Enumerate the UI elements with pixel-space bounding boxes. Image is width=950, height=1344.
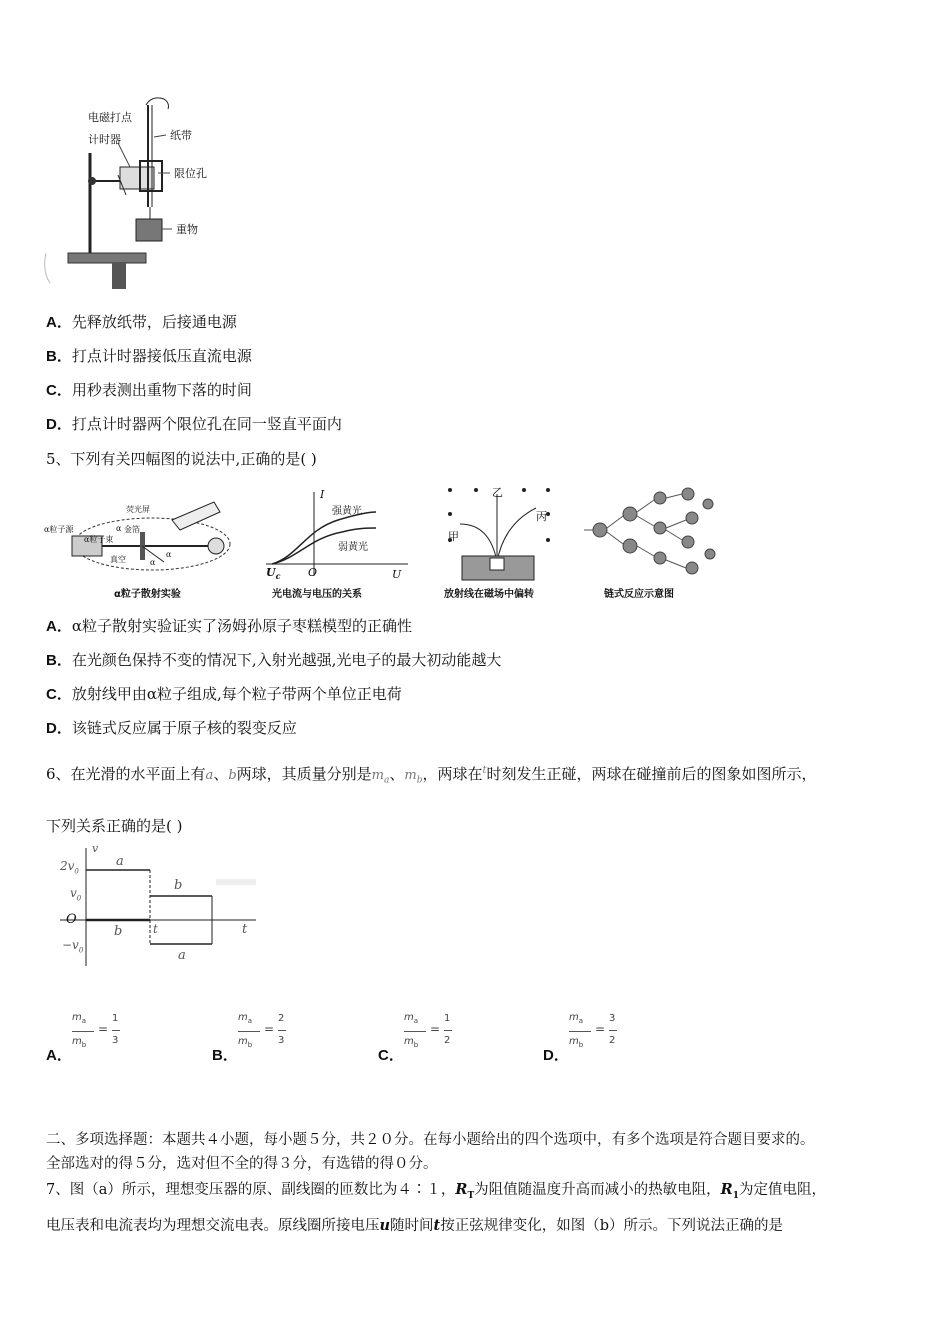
fig4-caption: 链式反应示意图 xyxy=(604,589,674,600)
q4-option-d: D．打点计时器两个限位孔在同一竖直平面内 xyxy=(46,415,342,433)
fig2-label-Uc: $U_c$ xyxy=(266,566,281,582)
fig3-label-bing: 丙 xyxy=(536,510,547,523)
q6-option-d-ratio: $m_a$ $m_b$ xyxy=(569,1012,591,1049)
fig1-label-beam: α粒子束 xyxy=(84,535,114,544)
graph-label-b-low: b xyxy=(114,924,123,939)
graph-label-a-low: a xyxy=(178,948,186,963)
q6-option-c-ratio: $m_a$ $m_b$ xyxy=(404,1012,426,1049)
graph-label-v0: $v_0$ xyxy=(70,886,82,903)
label-timer-2: 计时器 xyxy=(88,133,121,146)
q6-option-d: $m_a$ $m_b$ = 3 2 D． xyxy=(543,1012,616,1064)
q6-option-b-ratio: $m_a$ $m_b$ xyxy=(238,1012,260,1049)
graph-label-neg-v0: $-v_0$ xyxy=(62,938,84,955)
graph-label-t-mark: t xyxy=(153,922,158,936)
graph-label-v: v xyxy=(92,842,99,855)
section2-heading-line1: 二、多项选择题：本题共４小题，每小题５分，共２０分。在每小题给出的四个选项中，有多个选项是符合题目要求的。 xyxy=(46,1132,815,1148)
chain-reaction-drawing xyxy=(582,484,722,582)
apparatus-drawing xyxy=(40,95,230,290)
q5-option-c: C．放射线甲由α粒子组成,每个粒子带两个单位正电荷 xyxy=(46,685,402,703)
graph-label-t-axis: t xyxy=(242,922,248,937)
q6-stem-line2: 下列关系正确的是( ) xyxy=(46,817,183,835)
fig1-label-source: α粒子源 xyxy=(44,525,74,534)
fig1-label-vacuum: 真空 xyxy=(110,555,126,564)
q5-option-b: B．在光颜色保持不变的情况下,入射光越强,光电子的最大初动能越大 xyxy=(46,651,502,669)
q6-option-b: $m_a$ $m_b$ = 2 3 B． xyxy=(212,1012,285,1064)
q7-stem-line2: 电压表和电流表均为理想交流电表。原线圈所接电压u随时间t按正弦规律变化，如图（b）所示。下列说法正确的是 xyxy=(46,1217,784,1234)
q4-option-a: A．先释放纸带，后接通电源 xyxy=(46,313,237,331)
label-timer-1: 电磁打点 xyxy=(88,111,132,124)
fig2-label-strong: 强黄光 xyxy=(332,506,362,517)
q5-option-d: D．该链式反应属于原子核的裂变反应 xyxy=(46,719,297,737)
fig1-label-screen: 荧光屏 xyxy=(126,505,150,514)
fig2-label-O: O xyxy=(308,566,318,579)
q7-stem-line1: 7、图（a）所示，理想变压器的原、副线圈的匝数比为４∶１，$R_T$为阻值随温度升高而减小的热敏电阻，$R_1$为定值电阻， xyxy=(46,1181,826,1201)
fig-radiation-field xyxy=(440,484,560,606)
fig1-label-alpha-2: α xyxy=(150,558,156,567)
label-limit-hole: 限位孔 xyxy=(174,167,207,180)
label-tape: 纸带 xyxy=(170,129,192,142)
fig1-label-alpha-3: α xyxy=(166,550,172,559)
q5-option-a: A．α粒子散射实验证实了汤姆孙原子枣糕模型的正确性 xyxy=(46,617,412,635)
graph-label-a-top: a xyxy=(116,854,124,869)
fig1-label-foil: 金箔 xyxy=(124,525,140,534)
fig1-caption: α粒子散射实验 xyxy=(114,589,181,600)
fig-chain-reaction xyxy=(582,484,722,606)
fig3-label-yi: 乙 xyxy=(492,486,503,499)
fig2-label-U: U xyxy=(392,568,402,581)
q6-stem-line1: 6、在光滑的水平面上有a、b两球，其质量分别是$m_a$、$m_b$，两球在$^t$时刻发生正碰，两球在碰撞前后的图象如图所示， xyxy=(46,765,817,786)
section2-heading-line2: 全部选对的得５分，选对但不全的得３分，有选错的得０分。 xyxy=(46,1156,438,1172)
fig1-label-alpha-1: α xyxy=(116,524,122,533)
vt-graph-drawing xyxy=(56,842,266,972)
fig-photocurrent xyxy=(258,486,418,606)
fig2-label-weak: 弱黄光 xyxy=(338,542,368,553)
fig2-label-I: I xyxy=(320,488,325,501)
fig3-label-jia: 甲 xyxy=(448,530,459,543)
q4-option-c: C．用秒表测出重物下落的时间 xyxy=(46,381,252,399)
q6-var-a: a xyxy=(205,768,214,783)
fig2-caption: 光电流与电压的关系 xyxy=(272,589,362,600)
q6-option-a-ratio: $m_a$ $m_b$ xyxy=(72,1012,94,1049)
fig-alpha-scattering xyxy=(44,496,239,606)
q5-stem: 5、下列有关四幅图的说法中,正确的是( ) xyxy=(46,450,317,468)
q6-option-a: $m_a$ $m_b$ = 1 3 A． xyxy=(46,1012,119,1064)
graph-label-b-mid: b xyxy=(174,878,183,893)
fig3-caption: 放射线在磁场中偏转 xyxy=(444,589,534,600)
q6-vt-graph xyxy=(56,842,266,972)
q6-var-t: t xyxy=(482,765,487,776)
q6-var-b: b xyxy=(228,768,237,783)
graph-label-O: O xyxy=(66,912,77,927)
q6-var-mb: $m_b$ xyxy=(404,768,423,786)
q4-option-b: B．打点计时器接低压直流电源 xyxy=(46,347,252,365)
q6-option-c: $m_a$ $m_b$ = 1 2 C． xyxy=(378,1012,451,1064)
graph-label-2v0: $2v_0$ xyxy=(60,859,79,876)
apparatus-figure xyxy=(40,95,230,290)
q6-var-ma: $m_a$ xyxy=(371,768,390,786)
label-weight: 重物 xyxy=(176,223,198,236)
